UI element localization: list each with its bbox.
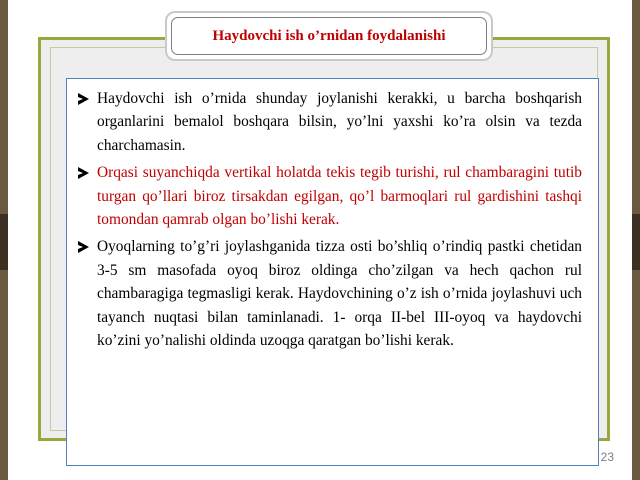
title-box (165, 11, 493, 61)
page-number: 23 (600, 450, 614, 464)
content-box (66, 78, 599, 466)
arrowhead-bullet-icon (78, 167, 89, 179)
arrowhead-bullet-icon (78, 93, 89, 105)
bullet-item-2 (77, 161, 582, 231)
slide-title: Haydovchi ish o’rnidan foydalanishi (212, 27, 446, 44)
bullet-text-3: Oyoqlarning to’g’ri joylashganida tizza osti bo’shliq o’rindiq pastki chetidan 3-5 sm masofada oyoq biroz oldinga cho’zilgan va hech qachon rul chambaragiga tegmasligi kerak. Haydovchining o’z ish o’rnida joylashuvi uch tayanch nuqtasi bilan taminlanadi. 1- orqa II-bel III-oyoq va haydovchi ko’zini yo’nalishi oldinda uzoqga qaratgan bo’lishi kerak. (97, 238, 582, 350)
bullet-text-1: Haydovchi ish o’rnida shunday joylanishi kerakki, u barcha boshqarish organlarini bemalol boshqara bilsin, yo’lni yaxshi ko’ra olsin va tezda charchamasin. (97, 90, 582, 154)
bullet-item-3 (77, 235, 582, 352)
left-edge-tab (0, 214, 8, 270)
slide (8, 0, 632, 480)
right-edge-tab (632, 214, 640, 270)
arrowhead-bullet-icon (78, 241, 89, 253)
bullet-text-2: Orqasi suyanchiqda vertikal holatda tekis tegib turishi, rul chambaragini tutib turgan qo’llari biroz tirsakdan egilgan, qo’l barmoqlari rul gardishini tashqi tomondan qamrab olgan bo’lishi kerak. (97, 164, 582, 229)
bullet-item-1 (77, 87, 582, 157)
